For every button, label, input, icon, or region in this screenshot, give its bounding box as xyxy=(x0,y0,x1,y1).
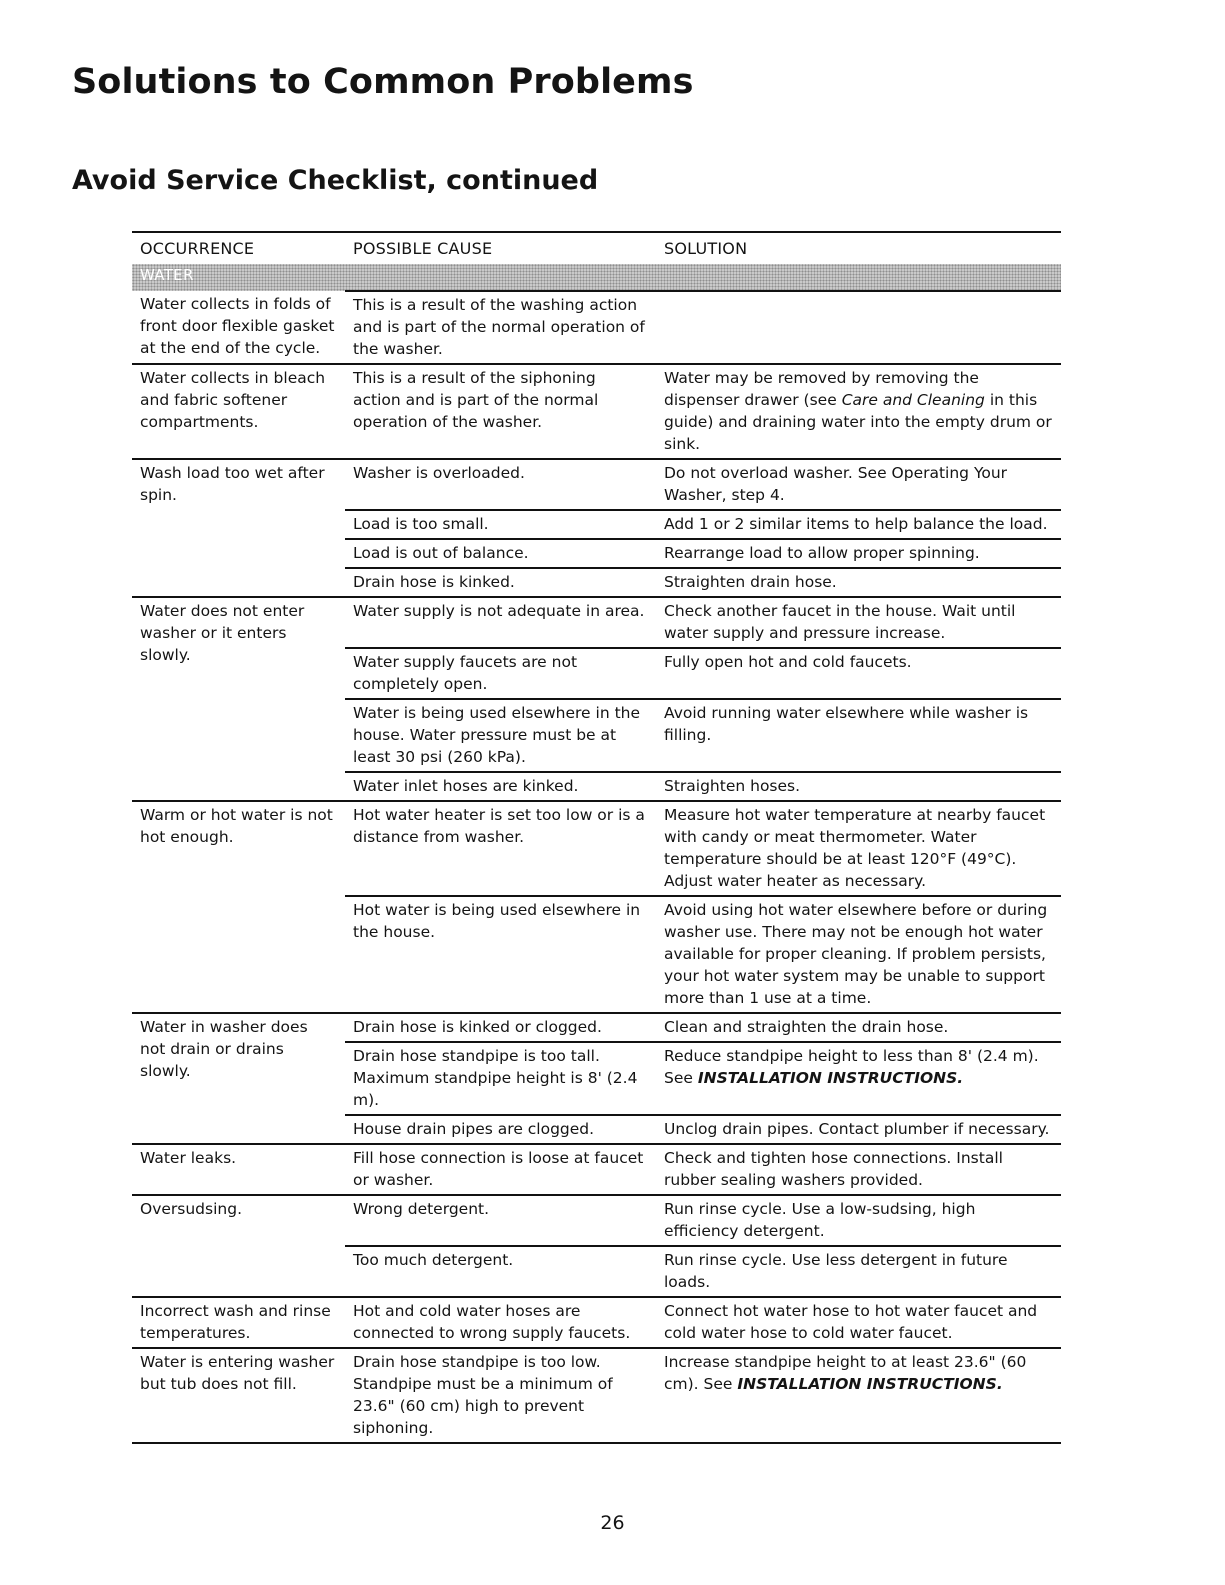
table-row xyxy=(132,801,1061,896)
occurrence-cell: Wash load too wet after spin. xyxy=(132,459,345,597)
solution-cell xyxy=(656,291,1061,364)
cause-cell: Wrong detergent. xyxy=(345,1195,656,1246)
table-row xyxy=(132,364,1061,459)
cause-cell: Washer is overloaded. xyxy=(345,459,656,510)
solution-cell: Straighten hoses. xyxy=(656,772,1061,801)
cause-cell: Drain hose standpipe is too low. Standpipe must be a minimum of 23.6" (60 cm) high to prevent siphoning. xyxy=(345,1348,656,1443)
cause-cell: Drain hose standpipe is too tall. Maximum standpipe height is 8' (2.4 m). xyxy=(345,1042,656,1115)
section-band-water xyxy=(132,264,1061,291)
solution-cell: Add 1 or 2 similar items to help balance the load. xyxy=(656,510,1061,539)
section-subtitle: Avoid Service Checklist, continued xyxy=(72,165,599,196)
cause-cell: Water supply is not adequate in area. xyxy=(345,597,656,648)
checklist-table-container xyxy=(132,231,1061,1444)
table-row xyxy=(132,1195,1061,1246)
installation-instructions-reference: INSTALLATION INSTRUCTIONS. xyxy=(737,1375,1003,1393)
occurrence-cell: Water in washer does not drain or drains slowly. xyxy=(132,1013,345,1144)
care-and-cleaning-reference: Care and Cleaning xyxy=(841,391,985,409)
cause-cell: Load is out of balance. xyxy=(345,539,656,568)
solution-text: Increase standpipe height to at least 23.6" (60 cm). See xyxy=(664,1353,1027,1393)
solution-cell: Clean and straighten the drain hose. xyxy=(656,1013,1061,1042)
solution-cell: Run rinse cycle. Use a low-sudsing, high efficiency detergent. xyxy=(656,1195,1061,1246)
solution-cell: Check and tighten hose connections. Install rubber sealing washers provided. xyxy=(656,1144,1061,1195)
page-number: 26 xyxy=(600,1512,625,1534)
cause-cell: Load is too small. xyxy=(345,510,656,539)
cause-cell: Drain hose is kinked. xyxy=(345,568,656,597)
solution-cell: Run rinse cycle. Use less detergent in future loads. xyxy=(656,1246,1061,1297)
solution-cell: Straighten drain hose. xyxy=(656,568,1061,597)
installation-instructions-reference: INSTALLATION INSTRUCTIONS. xyxy=(697,1069,964,1087)
table-row xyxy=(132,291,1061,364)
header-possible-cause: POSSIBLE CAUSE xyxy=(353,239,493,258)
solution-text: in this guide) and draining water into the empty drum or sink. xyxy=(664,391,1052,453)
solution-cell: Avoid using hot water elsewhere before or during washer use. There may not be enough hot water available for proper cleaning. If problem persists, your hot water system may be unable to support more than 1 use at a time. xyxy=(656,896,1061,1013)
solution-text: Reduce standpipe height to less than 8' (2.4 m). See xyxy=(664,1047,1039,1087)
occurrence-cell: Water collects in folds of front door flexible gasket at the end of the cycle. xyxy=(132,291,345,364)
cause-cell: Too much detergent. xyxy=(345,1246,656,1297)
cause-cell: House drain pipes are clogged. xyxy=(345,1115,656,1144)
cause-cell: This is a result of the siphoning action and is part of the normal operation of the washer. xyxy=(345,364,656,459)
cause-cell: Water supply faucets are not completely open. xyxy=(345,648,656,699)
occurrence-cell: Water is entering washer but tub does not fill. xyxy=(132,1348,345,1443)
cause-cell: Water inlet hoses are kinked. xyxy=(345,772,656,801)
occurrence-cell: Water leaks. xyxy=(132,1144,345,1195)
solution-cell xyxy=(656,1348,1061,1443)
table-row xyxy=(132,597,1061,648)
header-solution: SOLUTION xyxy=(664,239,748,258)
occurrence-cell: Warm or hot water is not hot enough. xyxy=(132,801,345,1013)
solution-text: Water may be removed by removing the dispenser drawer (see xyxy=(664,369,979,409)
table-row xyxy=(132,1297,1061,1348)
solution-cell: Check another faucet in the house. Wait until water supply and pressure increase. xyxy=(656,597,1061,648)
solution-cell: Rearrange load to allow proper spinning. xyxy=(656,539,1061,568)
solution-cell: Unclog drain pipes. Contact plumber if necessary. xyxy=(656,1115,1061,1144)
solution-cell: Measure hot water temperature at nearby faucet with candy or meat thermometer. Water temperature should be at least 120°F (49°C). Adjust water heater as necessary. xyxy=(656,801,1061,896)
checklist-table xyxy=(132,231,1061,1444)
solution-cell: Avoid running water elsewhere while washer is filling. xyxy=(656,699,1061,772)
occurrence-cell: Water does not enter washer or it enters slowly. xyxy=(132,597,345,801)
occurrence-cell: Water collects in bleach and fabric softener compartments. xyxy=(132,364,345,459)
page-title: Solutions to Common Problems xyxy=(72,62,694,102)
section-label: WATER xyxy=(132,264,1061,291)
occurrence-cell: Oversudsing. xyxy=(132,1195,345,1297)
cause-cell: This is a result of the washing action and is part of the normal operation of the washer. xyxy=(345,291,656,364)
solution-cell: Fully open hot and cold faucets. xyxy=(656,648,1061,699)
cause-cell: Hot water heater is set too low or is a distance from washer. xyxy=(345,801,656,896)
table-row xyxy=(132,459,1061,510)
table-header-row xyxy=(132,232,1061,264)
table-row xyxy=(132,1144,1061,1195)
solution-cell xyxy=(656,1042,1061,1115)
cause-cell: Water is being used elsewhere in the house. Water pressure must be at least 30 psi (260 kPa). xyxy=(345,699,656,772)
solution-cell xyxy=(656,364,1061,459)
solution-cell: Do not overload washer. See Operating Your Washer, step 4. xyxy=(656,459,1061,510)
cause-cell: Drain hose is kinked or clogged. xyxy=(345,1013,656,1042)
occurrence-cell: Incorrect wash and rinse temperatures. xyxy=(132,1297,345,1348)
header-occurrence: OCCURRENCE xyxy=(140,239,255,258)
table-row xyxy=(132,1013,1061,1042)
solution-cell: Connect hot water hose to hot water faucet and cold water hose to cold water faucet. xyxy=(656,1297,1061,1348)
cause-cell: Fill hose connection is loose at faucet or washer. xyxy=(345,1144,656,1195)
cause-cell: Hot water is being used elsewhere in the house. xyxy=(345,896,656,1013)
table-row xyxy=(132,1348,1061,1443)
cause-cell: Hot and cold water hoses are connected to wrong supply faucets. xyxy=(345,1297,656,1348)
